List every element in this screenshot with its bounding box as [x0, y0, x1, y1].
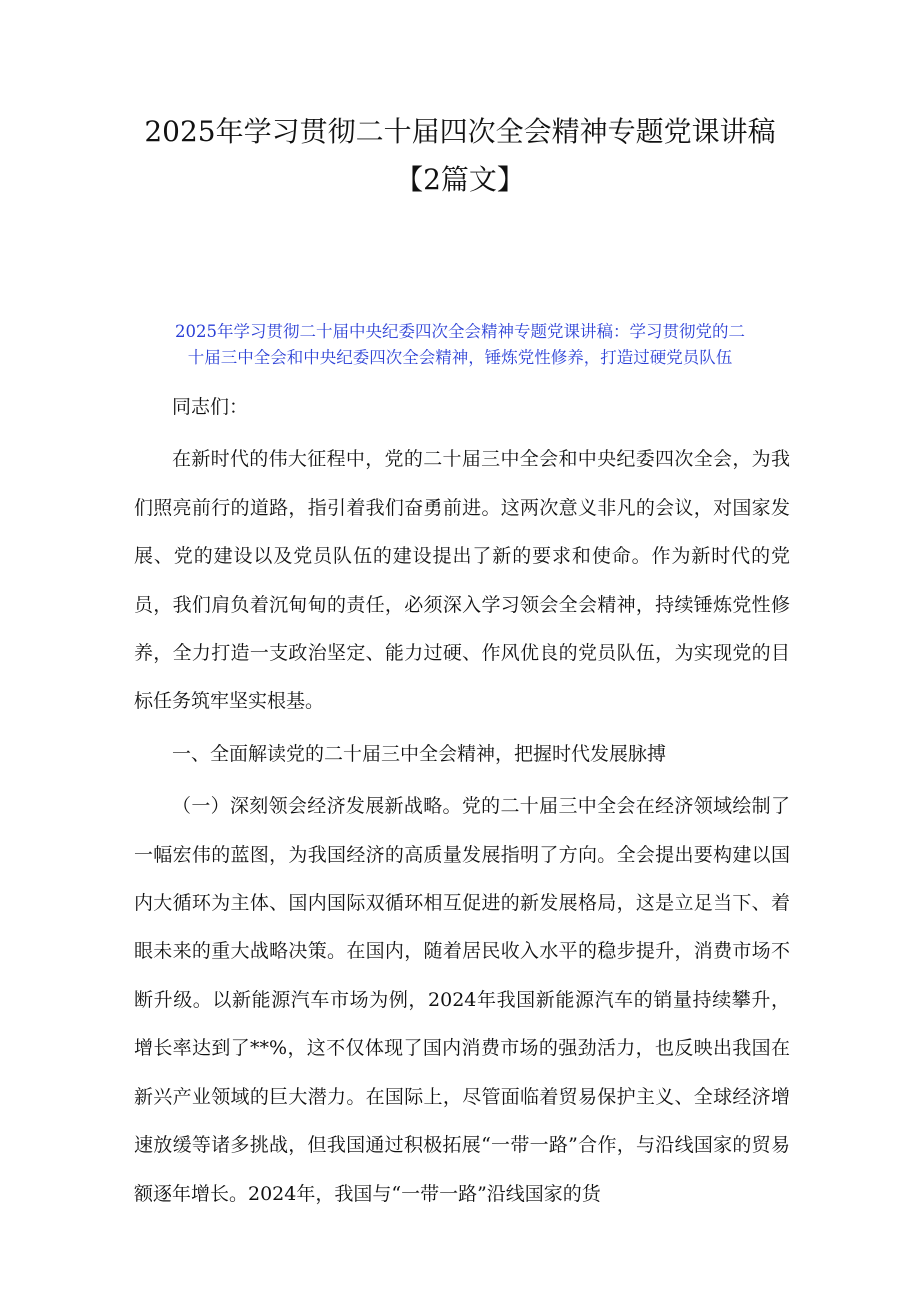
article-body — [134, 383, 790, 1222]
document-title — [60, 108, 860, 204]
title-line-1: 2025年学习贯彻二十届四次全会精神专题党课讲稿 — [144, 115, 776, 148]
subtitle-line-2: 十届三中全会和中央纪委四次全会精神，锤炼党性修养，打造过硬党员队伍 — [187, 348, 733, 367]
subtitle-line-1: 2025年学习贯彻二十届中央纪委四次全会精神专题党课讲稿：学习贯彻党的二 — [175, 322, 745, 341]
greeting: 同志们： — [172, 396, 249, 418]
paragraph-intro: 在新时代的伟大征程中，党的二十届三中全会和中央纪委四次全会，为我们照亮前行的道路，指引着我们奋勇前进。这两次意义非凡的会议，对国家发展、党的建设以及党员队伍的建设提出了新的要求和使命。作为新时代的党员，我们肩负着沉甸甸的责任，必须深入学习领会全会精神，持续锤炼党性修养，全力打造一支政治坚定、能力过硬、作风优良的党员队伍，为实现党的目标任务筑牢坚实根基。 — [134, 448, 790, 713]
section-heading-1: 一、全面解读党的二十届三中全会精神，把握时代发展脉搏 — [172, 742, 667, 765]
article-subtitle — [120, 319, 800, 371]
paragraph-economy: （一）深刻领会经济发展新战略。党的二十届三中全会在经济领域绘制了一幅宏伟的蓝图，为我国经济的高质量发展指明了方向。全会提出要构建以国内大循环为主体、国内国际双循环相互促进的新发展格局，这是立足当下、着眼未来的重大战略决策。在国内，随着居民收入水平的稳步提升，消费市场不断升级。以新能源汽车市场为例，2024年我国新能源汽车的销量持续攀升，增长率达到了**%，这不仅体现了国内消费市场的强劲活力，也反映出我国在新兴产业领域的巨大潜力。在国际上，尽管面临着贸易保护主义、全球经济增速放缓等诸多挑战，但我国通过积极拓展“一带一路”合作，与沿线国家的贸易额逐年增长。2024年，我国与“一带一路”沿线国家的货 — [134, 795, 790, 1205]
title-line-2: 【2篇文】 — [395, 163, 525, 196]
